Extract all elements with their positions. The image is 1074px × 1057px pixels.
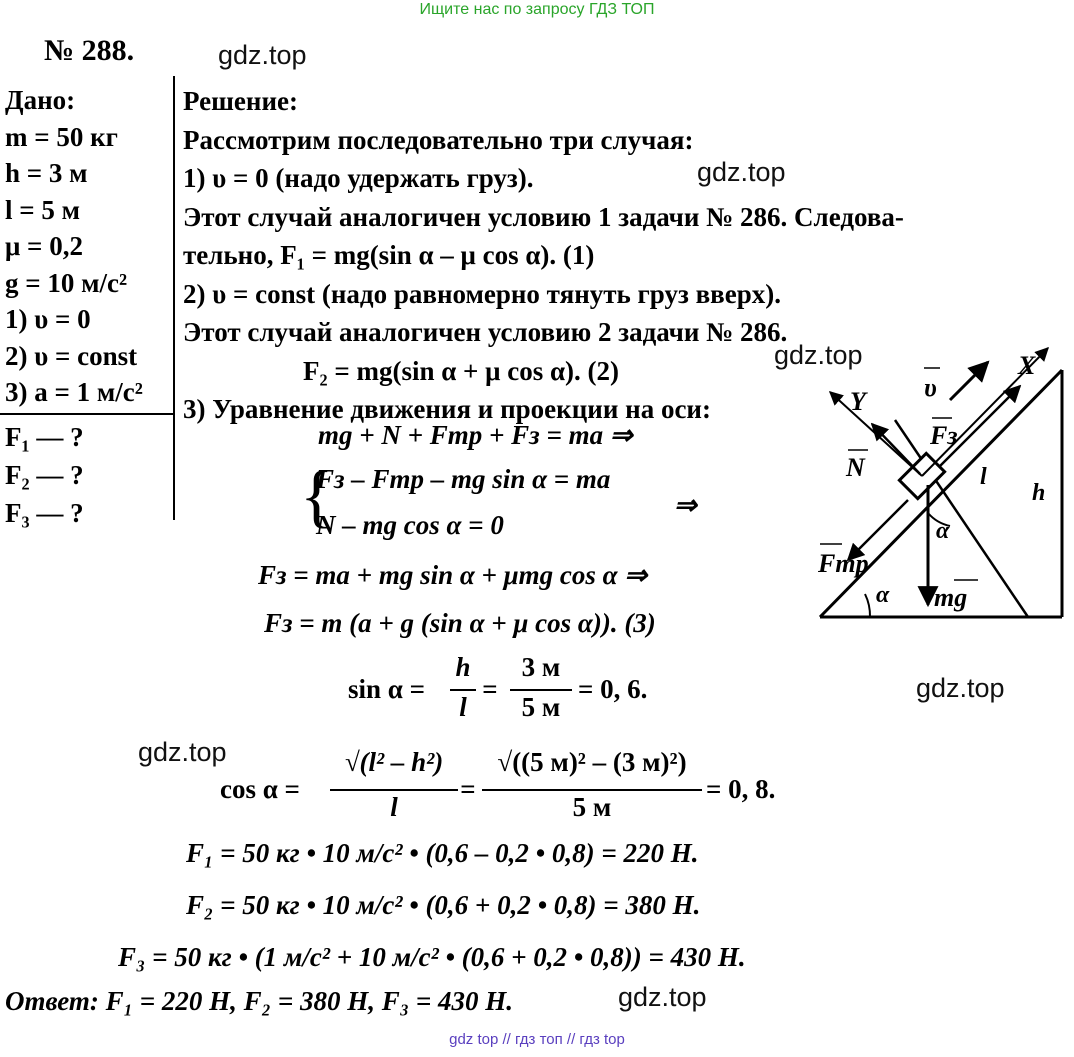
given-item: 2) υ = const (5, 340, 138, 371)
solution-line: 1) υ = 0 (надо удержать груз). (183, 163, 534, 193)
label-v: υ (924, 373, 937, 402)
solution-heading: Решение: (183, 86, 298, 116)
equals-sign: = (460, 774, 476, 804)
fraction-bar (482, 789, 702, 791)
system-equation-2: N – mg cos α = 0 (316, 510, 504, 540)
system-equation-1: Fз – Fтр – mg sin α = ma (316, 464, 611, 494)
sin-frac1-num: h (455, 652, 471, 682)
given-item: h = 3 м (5, 158, 88, 188)
cos-alpha-lhs: cos α = (220, 774, 300, 804)
equation-f3-factored: Fз = m (a + g (sin α + μ cos α)). (3) (264, 608, 656, 638)
solution-line: Этот случай аналогичен условию 2 задачи № 286. (183, 317, 788, 347)
cos-result: = 0, 8. (706, 774, 776, 804)
calculation-f3: F₃ = 50 кг • (1 м/с² + 10 м/с² • (0,6 + 0,2 • 0,8)) = 430 Н. (118, 942, 746, 972)
problem-number: № 288. (44, 34, 135, 67)
given-item: 3) a = 1 м/с² (5, 377, 143, 407)
given-item: μ = 0,2 (5, 231, 83, 261)
equals-sign: = (482, 674, 498, 704)
fraction-bar (330, 789, 458, 791)
given-divider-vertical (173, 76, 175, 520)
given-item: 1) υ = 0 (5, 304, 91, 334)
label-n: N (846, 453, 865, 482)
solution-line: 3) Уравнение движения и проекции на оси: (183, 394, 711, 424)
label-ftr: Fтр (818, 549, 869, 578)
unknown-item: F₂ — ? (5, 460, 84, 490)
label-alpha-base: α (876, 582, 890, 608)
label-f3: Fз (930, 421, 958, 450)
cos-frac1-den: l (390, 792, 398, 822)
watermark: gdz.top (916, 673, 1005, 703)
sin-alpha-lhs: sin α = (348, 674, 425, 704)
solution-line: F₂ = mg(sin α + μ cos α). (2) (303, 355, 620, 386)
velocity-arrow (950, 362, 988, 400)
solution-line: 2) υ = const (надо равномерно тянуть груз вверх). (183, 278, 781, 309)
label-x: X (1018, 351, 1036, 380)
incline-diagram (800, 340, 1070, 630)
label-y: Y (850, 387, 866, 416)
given-block (5, 82, 143, 411)
solution-line: Рассмотрим последовательно три случая: (183, 124, 694, 155)
unknown-item: F₃ — ? (5, 498, 84, 528)
answer-line: Ответ: F₁ = 220 Н, F₂ = 380 Н, F₃ = 430 Н. (5, 986, 514, 1016)
solution-line: тельно, F₁ = mg(sin α – μ cos α). (1) (183, 240, 595, 270)
sin-result: = 0, 6. (578, 674, 648, 704)
solution-line: Этот случай аналогичен условию 1 задачи № 286. Следова- (183, 201, 904, 232)
given-item: g = 10 м/с² (5, 267, 128, 298)
label-mg: mg (934, 583, 968, 612)
watermark: gdz.top (774, 340, 863, 370)
label-h: h (1032, 480, 1046, 506)
cos-frac1-num: √(l² – h²) (344, 747, 444, 777)
calculation-f2: F₂ = 50 кг • 10 м/с² • (0,6 + 0,2 • 0,8) = 380 Н. (186, 890, 701, 920)
bottom-banner: gdz top // гдз топ // гдз top (449, 1031, 625, 1048)
given-item: m = 50 кг (5, 121, 118, 152)
given-item: l = 5 м (5, 194, 81, 225)
top-banner: Ищите нас по запросу ГДЗ ТОП (419, 1, 655, 18)
implies-symbol: ⇒ (674, 490, 697, 520)
sin-frac2-den: 5 м (521, 692, 561, 722)
watermark: gdz.top (138, 737, 227, 767)
watermark: gdz.top (618, 982, 707, 1012)
cos-frac2-den: 5 м (572, 792, 612, 822)
sin-frac2-num: 3 м (521, 652, 561, 682)
unknown-item: F₁ — ? (5, 422, 84, 452)
sin-frac1-den: l (459, 692, 467, 722)
fraction-bar (450, 689, 476, 691)
fraction-bar (510, 689, 572, 691)
equation-vector-sum: mg + N + Fтр + Fз = ma ⇒ (318, 420, 633, 450)
watermark: gdz.top (218, 40, 307, 70)
equation-f3-expanded: Fз = ma + mg sin α + μmg cos α ⇒ (258, 560, 647, 590)
cos-frac2-num: √((5 м)² – (3 м)²) (497, 747, 687, 777)
solution-block (183, 82, 904, 429)
system-brace: { (300, 458, 334, 535)
y-axis-arrow (830, 392, 922, 476)
given-heading: Дано: (5, 85, 76, 115)
unknowns-block (5, 418, 84, 532)
label-l: l (980, 464, 987, 490)
watermark: gdz.top (697, 157, 786, 187)
calculation-f1: F₁ = 50 кг • 10 м/с² • (0,6 – 0,2 • 0,8) = 220 Н. (186, 838, 699, 868)
label-alpha-top: α (936, 518, 950, 544)
given-divider-horizontal (0, 413, 175, 415)
